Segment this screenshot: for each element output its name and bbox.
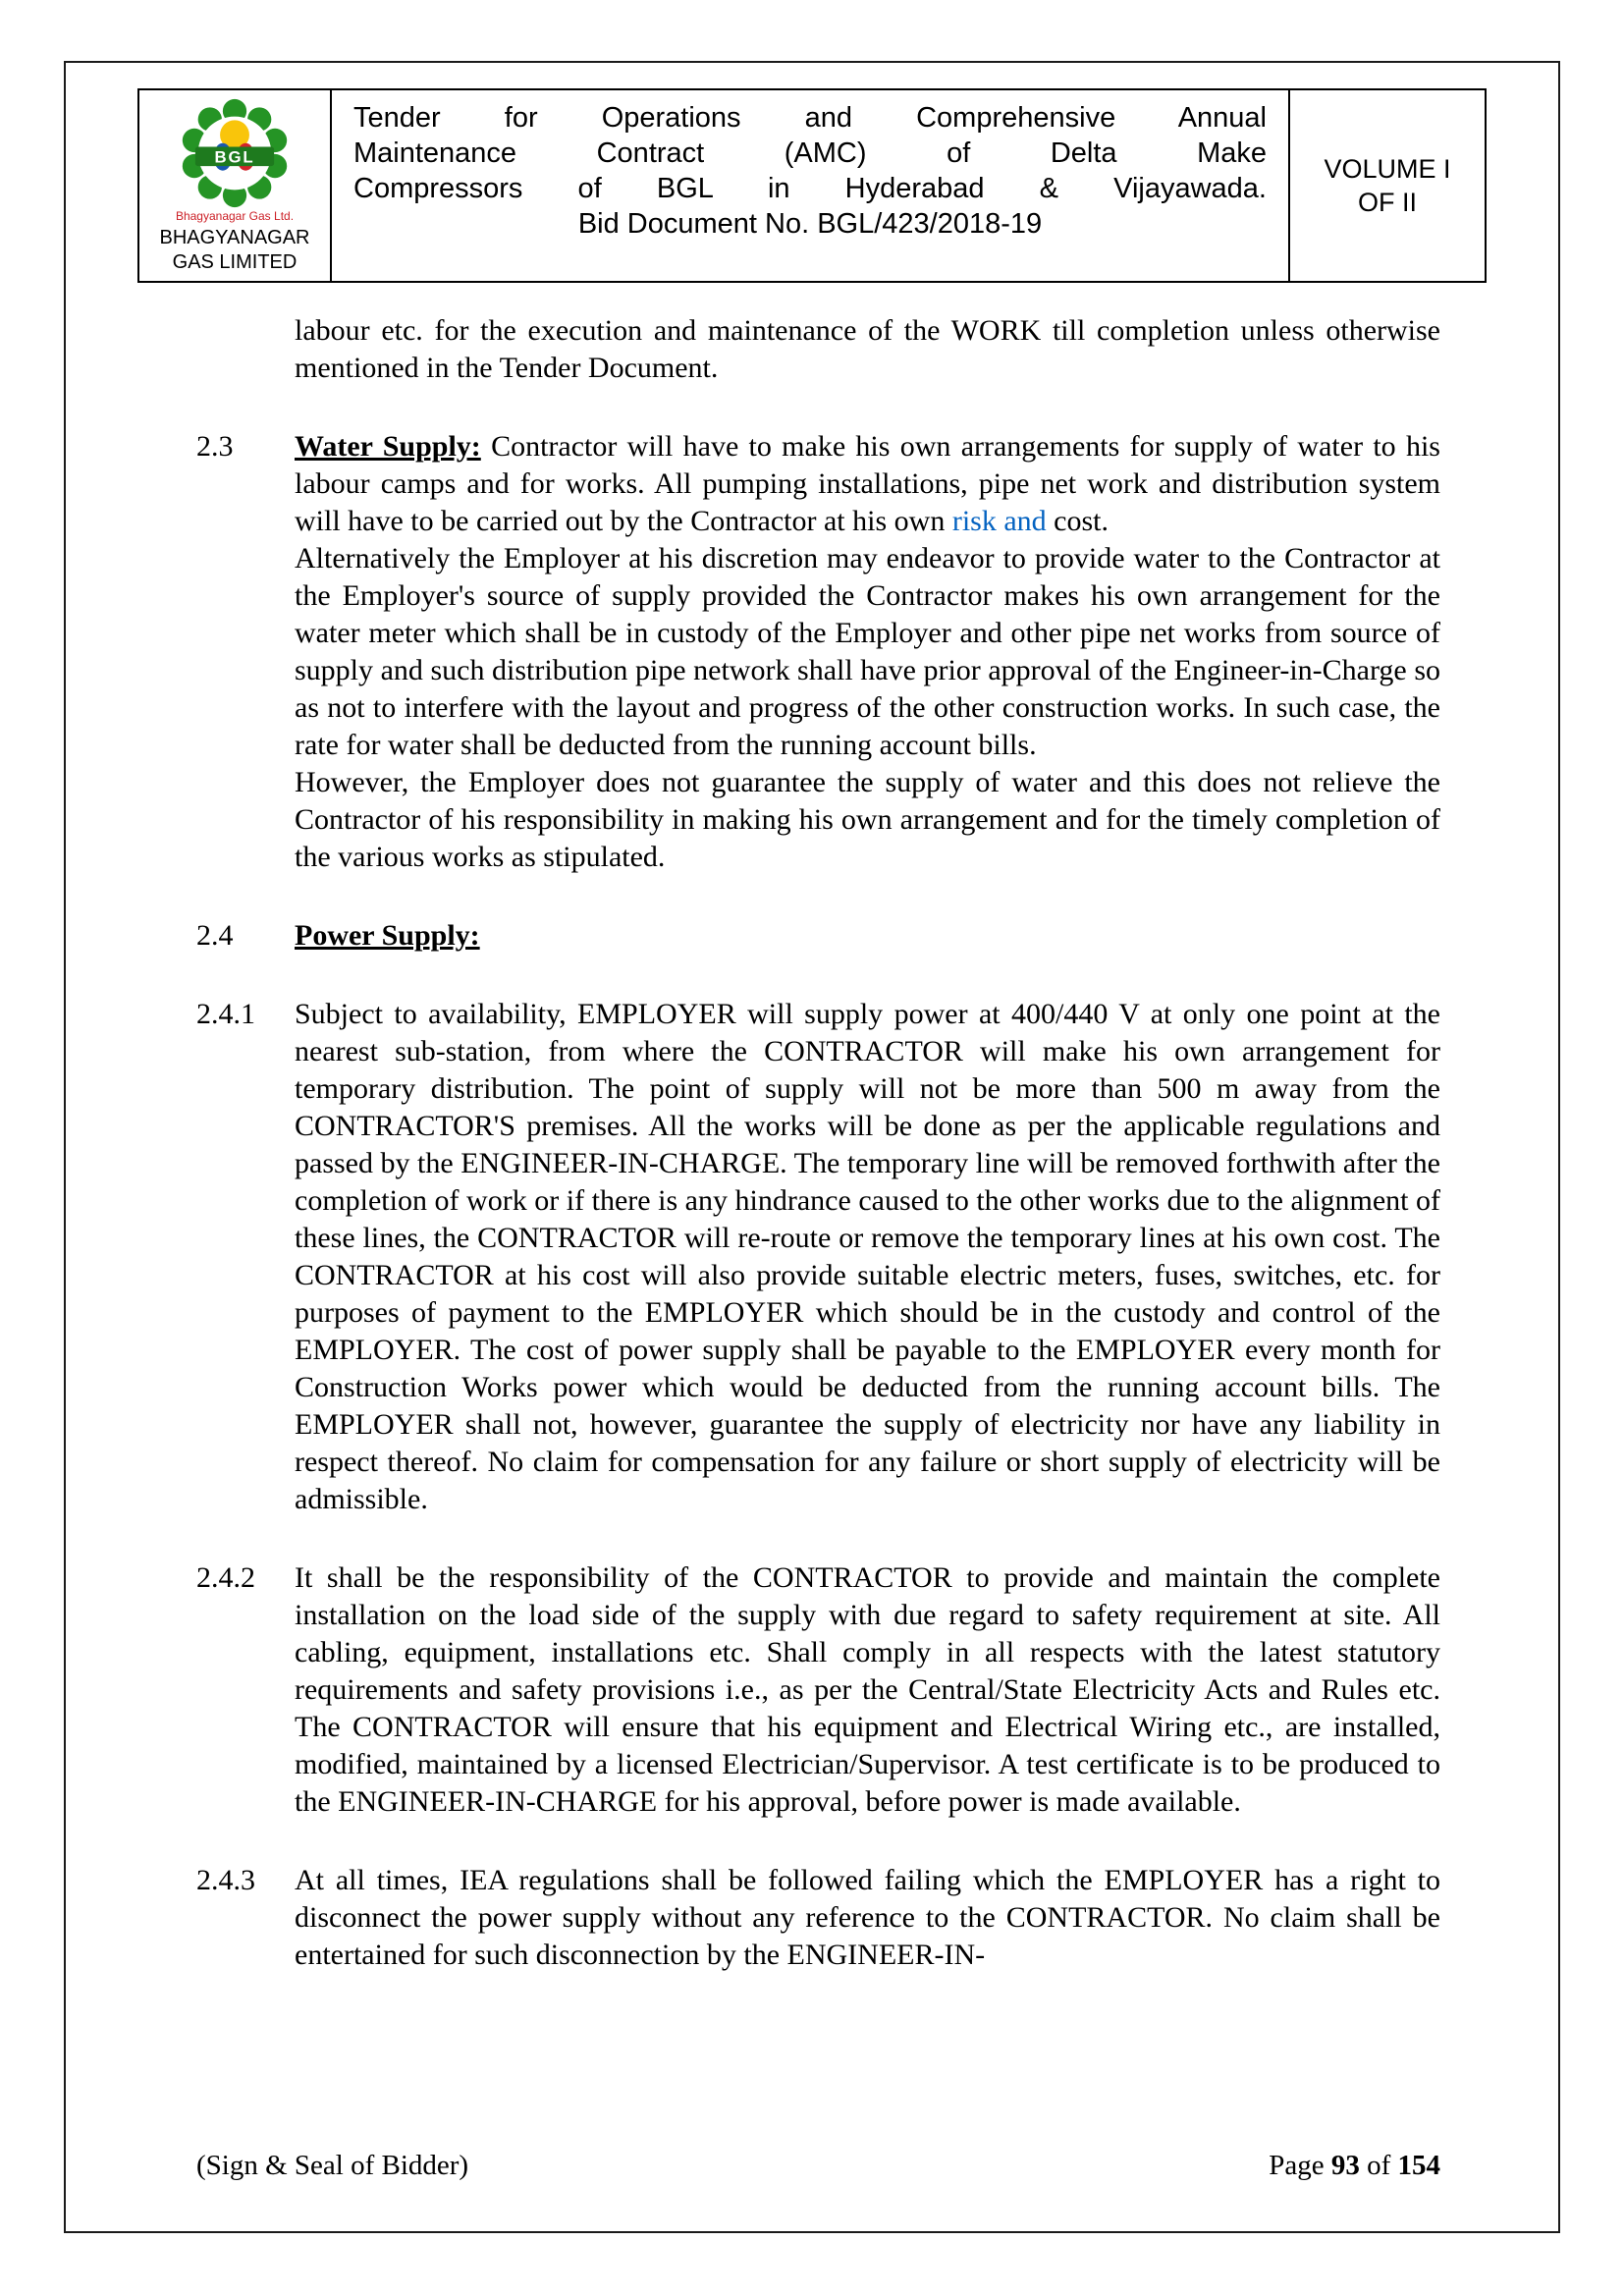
volume-label [1290,90,1485,281]
logo-acronym: BGL [214,147,255,167]
page-total: 154 [1397,2150,1440,2181]
section-2-4-2 [196,1559,1440,1821]
section-heading: Water Supply: [295,430,481,463]
footer-sign-seal: (Sign & Seal of Bidder) [196,2150,469,2181]
document-header [137,88,1487,283]
paragraph-text: cost. [1054,505,1109,537]
section-number: 2.4.3 [196,1864,255,1896]
section-number: 2.4.1 [196,998,255,1030]
volume-line-2: OF II [1358,188,1417,217]
section-2-4-3 [196,1862,1440,1974]
tender-title-line-3: Compressors of BGL in Hyderabad & Vijayawada. [353,173,1267,204]
section-text [295,1559,1440,1821]
section-heading: Power Supply: [295,919,480,952]
paragraph: It shall be the responsibility of the CONTRACTOR to provide and maintain the complete installation on the load side of the supply with due regard to safety requirement at site. All cabling, equipment, installations etc. Shall comply in all respects with the latest statutory requirements and safety provisions i.e., as per the Central/State Electricity Acts and Rules etc. The CONTRACTOR will ensure that his equipment and Electrical Wiring etc., are installed, modified, maintained by a licensed Electrician/Supervisor. A test certificate is to be produced to the ENGINEER-IN-CHARGE for his approval, before power is made available. [295,1561,1440,1818]
page-number: 93 [1330,2150,1360,2181]
section-2-3 [196,428,1440,876]
section-text [295,1862,1440,1974]
page-label: Page [1269,2150,1325,2181]
section-number: 2.4 [196,919,234,952]
paragraph: At all times, IEA regulations shall be followed failing which the EMPLOYER has a right to disconnect the power supply without any reference to the CONTRACTOR. No claim shall be entertained for such disconnection by the ENGINEER-IN- [295,1864,1440,1971]
footer-page-indicator [1269,2150,1440,2182]
carryover-paragraph: labour etc. for the execution and maintenance of the WORK till completion unless otherwise mentioned in the Tender Document. [295,314,1440,384]
section-text [295,996,1440,1518]
page-border [64,61,1560,2233]
logo-cell [139,90,332,281]
bgl-logo-icon [180,98,290,208]
bid-document-number: Bid Document No. BGL/423/2018-19 [577,208,1043,240]
paragraph: Subject to availability, EMPLOYER will supply power at 400/440 V at only one point at the nearest sub-station, from where the CONTRACTOR will make his own arrangement for temporary distribution. The point of supply will not be more than 500 m away from the CONTRACTOR'S premises. All the works will be done as per the applicable regulations and passed by the ENGINEER-IN-CHARGE. The temporary line will be removed forthwith after the completion of work or if there is any hindrance caused to the other works due to the alignment of these lines, the CONTRACTOR will re-route or remove the temporary lines at his own cost. The CONTRACTOR at his cost will also provide suitable electric meters, fuses, switches, etc. for purposes of payment to the EMPLOYER which should be in the custody and control of the EMPLOYER. The cost of power supply shall be payable to the EMPLOYER every month for Construction Works power which would be deducted from the running account bills. The EMPLOYER shall not, however, guarantee the supply of electricity nor have any liability in respect thereof. No claim for compensation for any failure or short supply of electricity will be admissible. [295,998,1440,1515]
tender-title-line-1: Tender for Operations and Comprehensive Annual [353,102,1267,134]
page-footer [196,2150,1440,2182]
of-label: of [1367,2150,1391,2181]
volume-line-1: VOLUME I [1324,154,1451,184]
section-2-4-1 [196,996,1440,1518]
paragraph: However, the Employer does not guarantee the supply of water and this does not relieve the Contractor of his responsibility in making his own arrangement and for the timely completion of the various works as stipulated. [295,766,1440,873]
logo-subtext: Bhagyanagar Gas Ltd. [175,209,295,223]
section-text [295,917,1440,955]
section-text [295,428,1440,876]
document-body [196,312,1440,1974]
tender-title-line-2: Maintenance Contract (AMC) of Delta Make [353,137,1267,169]
paragraph [295,428,1440,540]
section-number: 2.4.2 [196,1561,255,1594]
section-2-4 [196,917,1440,955]
org-name: BHAGYANAGAR GAS LIMITED [159,227,310,273]
section-number: 2.3 [196,430,234,463]
highlighted-text-blue: risk and [951,505,1047,537]
tender-title-cell [332,90,1290,281]
paragraph: Alternatively the Employer at his discretion may endeavor to provide water to the Contractor at the Employer's source of supply provided the Contractor makes his own arrangement for the water meter which shall be in custody of the Employer and other pipe net works from source of supply and such distribution pipe network shall have prior approval of the Engineer-in-Charge so as not to interfere with the layout and progress of the other construction works. In such case, the rate for water shall be deducted from the running account bills. [295,542,1440,761]
paragraph-text: Contractor will have to make his own arrangements for supply of water to his labour camps and for works. All pumping installations, pipe net work and distribution system will have to be carried out by the Contractor at his own [295,430,1440,537]
